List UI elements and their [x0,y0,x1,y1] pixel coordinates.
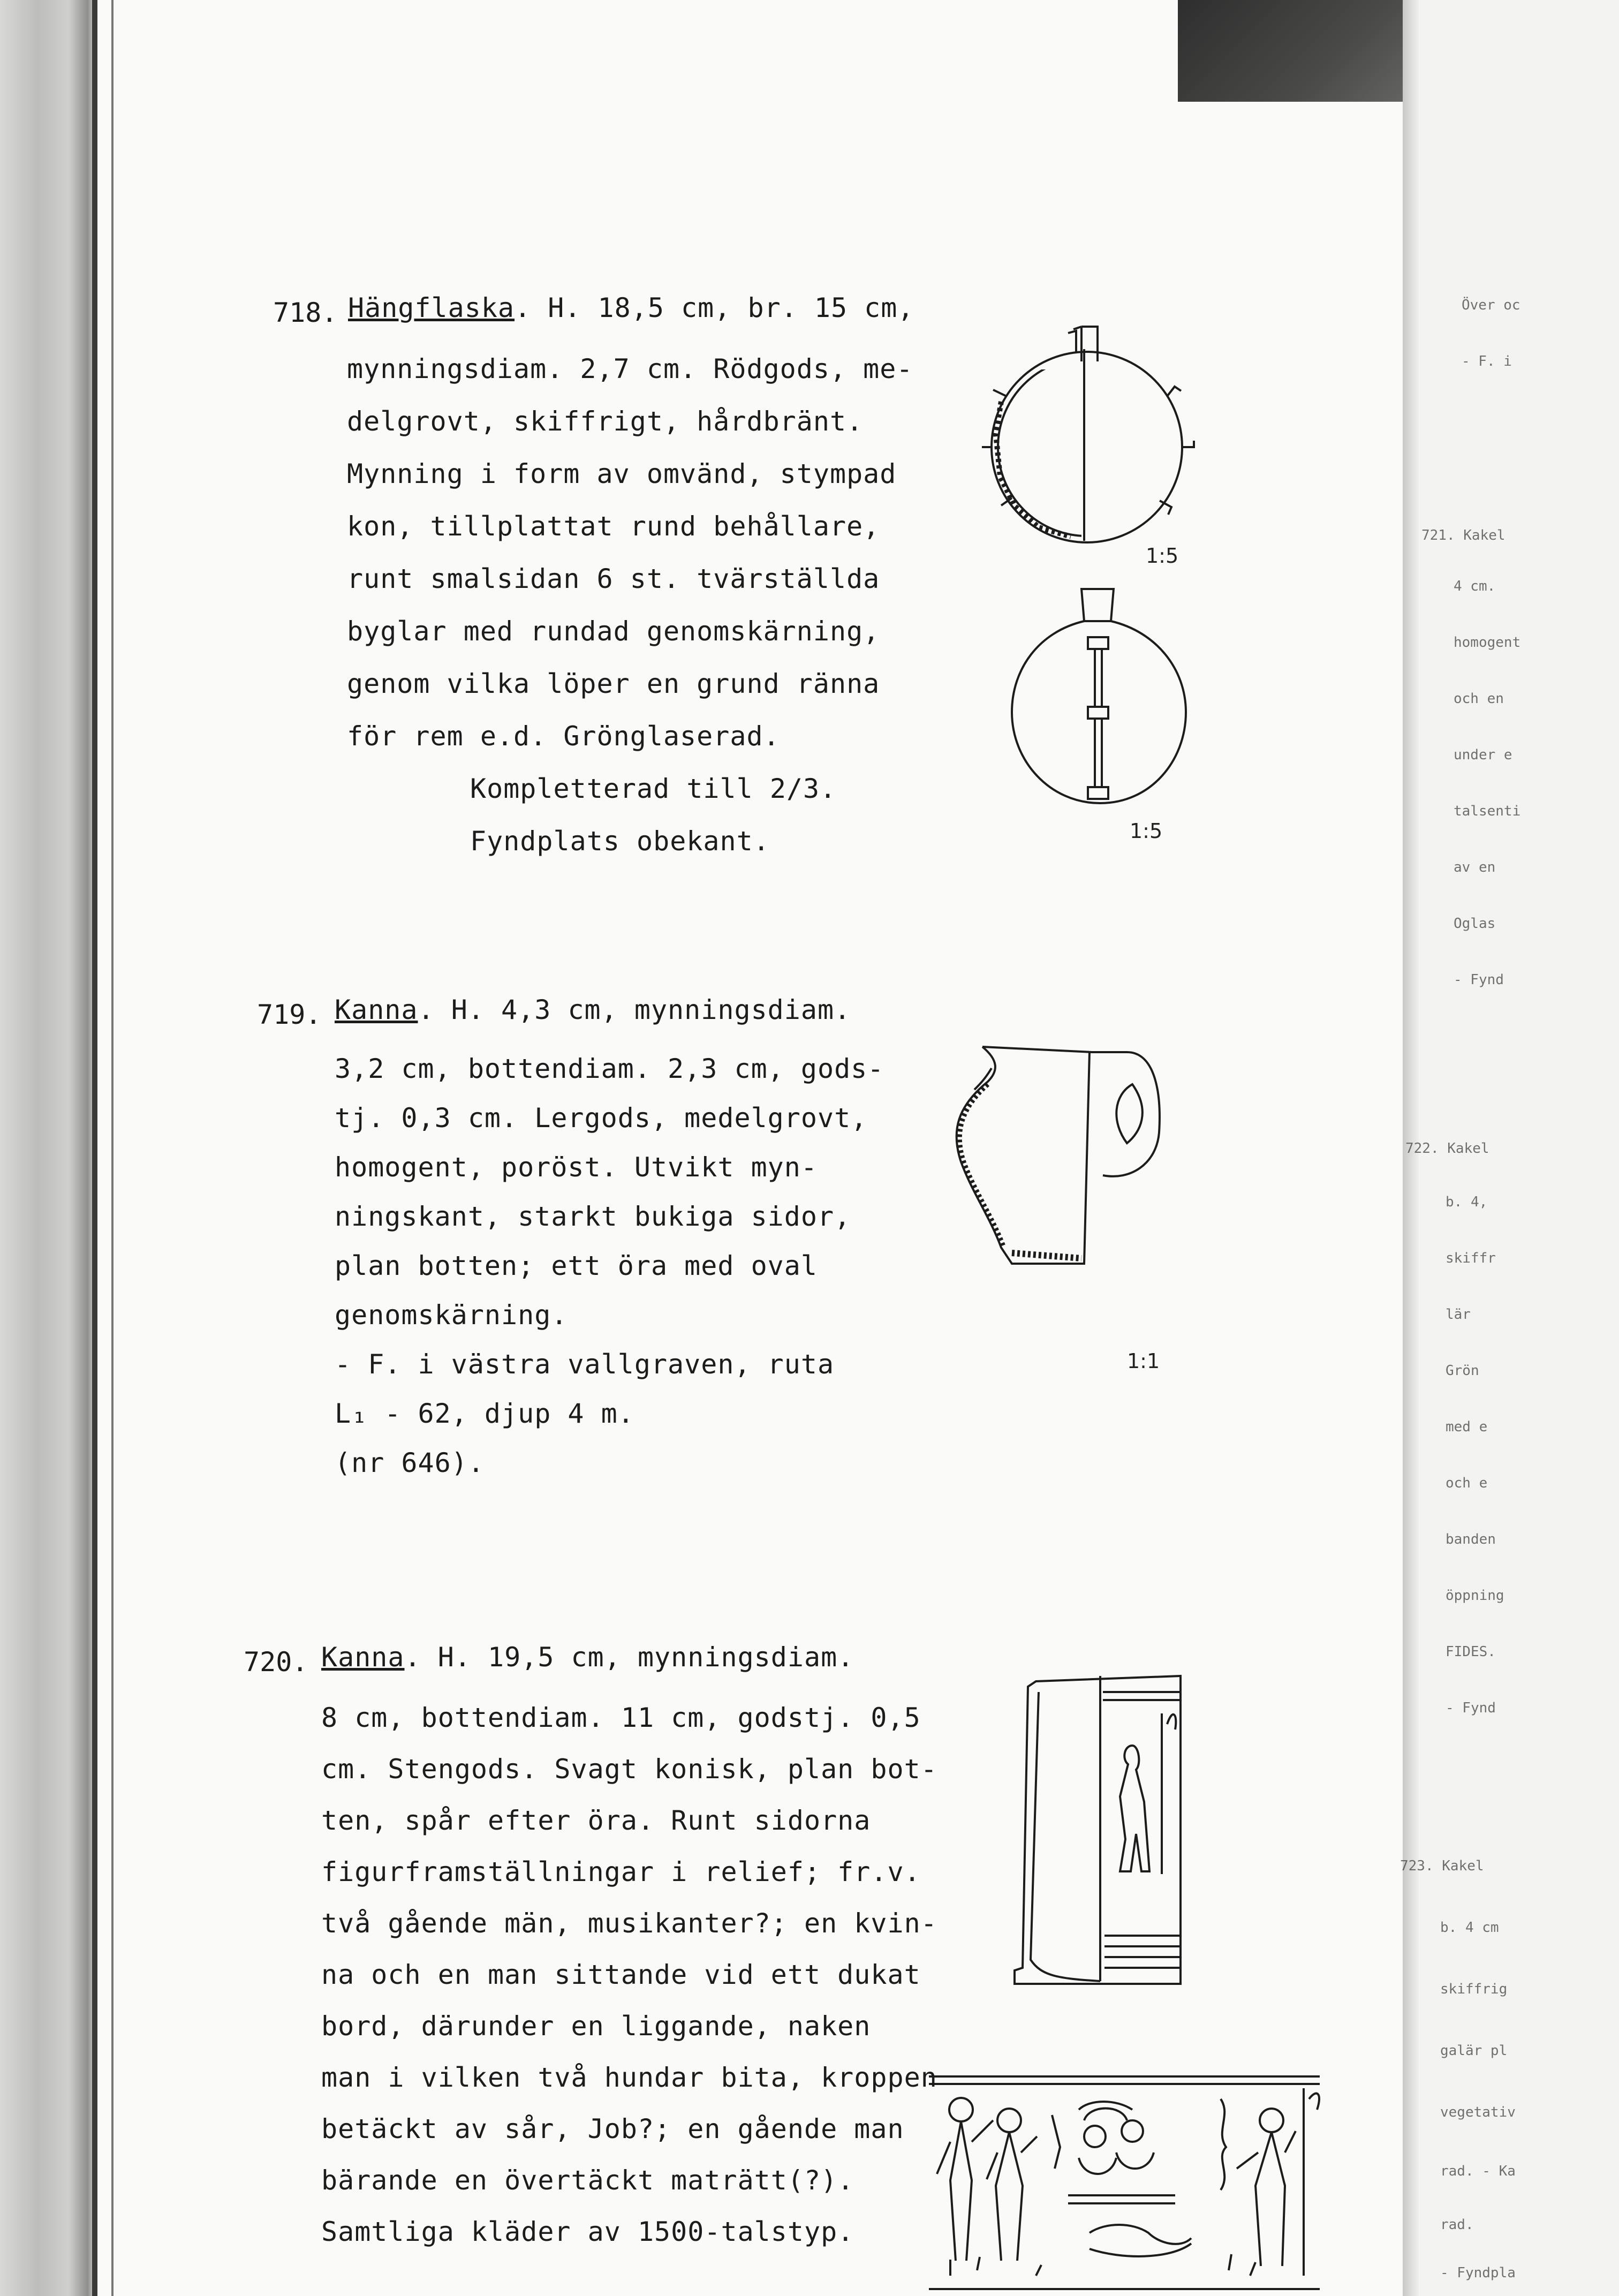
entry-720-line: betäckt av sår, Job?; en gående man [321,2113,904,2144]
relief-frieze-drawing [929,2072,1320,2296]
right-page-fragment: Grön [1446,1363,1479,1379]
entry-718-title: Hängflaska [348,292,515,323]
entry-719-body [335,1044,884,1487]
right-page-fragment: och en [1454,691,1504,707]
entry-718-line: Mynning i form av omvänd, stympad [347,458,897,489]
entry-719-line: - F. i västra vallgraven, ruta [335,1349,835,1380]
entry-720-line: bärande en övertäckt maträtt(?). [321,2165,854,2196]
right-page-fragment: skiffr [1446,1250,1496,1266]
right-page-fragment: b. 4 cm [1440,1920,1499,1936]
entry-718-number: 718. [273,297,338,328]
entry-718-line: Kompletterad till 2/3. [470,773,837,804]
right-page-fragment: 4 cm. [1454,578,1496,594]
entry-718-line: för rem e.d. Grönglaserad. [347,721,780,752]
entry-720-line: bord, därunder en liggande, naken [321,2011,871,2042]
right-page-fragment: av en [1454,859,1496,875]
binding-shadow [0,0,95,2296]
entry-718-line: byglar med rundad genomskärning, [347,616,880,647]
entry-719-line: (nr 646). [335,1447,485,1478]
entry-718-line: runt smalsidan 6 st. tvärställda [347,563,880,594]
entry-720-line: Samtliga kläder av 1500-talstyp. [321,2216,854,2247]
right-page-fragment: 721. Kakel [1421,527,1505,543]
entry-718-line: delgrovt, skiffrigt, hårdbränt. [347,406,864,437]
right-page-fragment: galär pl [1440,2043,1508,2059]
entry-720-line: cm. Stengods. Svagt konisk, plan bot- [321,1754,937,1785]
right-page-fragment: under e [1454,747,1512,763]
entry-719-line: ningskant, starkt bukiga sidor, [335,1201,851,1232]
entry-720-line: ten, spår efter öra. Runt sidorna [321,1805,871,1836]
entry-720-number: 720. [244,1647,308,1678]
entry-719-line: tj. 0,3 cm. Lergods, medelgrovt, [335,1102,868,1134]
right-page-fragment: - Fynd [1446,1700,1496,1716]
right-page-fragment: med e [1446,1419,1488,1435]
entry-718-line: kon, tillplattat rund behållare, [347,511,880,542]
jug-720-drawing [1009,1671,1191,1992]
entry-720-line: 8 cm, bottendiam. 11 cm, godstj. 0,5 [321,1702,921,1733]
entry-719-line: homogent, poröst. Utvikt myn- [335,1152,818,1183]
entry-718-first-line [348,292,914,324]
right-page-fragment: b. 4, [1446,1194,1488,1210]
entry-720-body [321,1692,937,2257]
right-page-fragment: - Fynd [1454,972,1504,988]
right-page-fragment: skiffrig [1440,1981,1508,1997]
flask-section-drawing [974,316,1210,552]
right-page-fragment: rad. [1440,2217,1474,2233]
flask-scale-1: 1:5 [1146,544,1179,568]
right-page-fragment: FIDES. [1446,1644,1496,1660]
page-edge-line [92,0,97,2296]
entry-718-body [347,343,913,867]
entry-718-line: mynningsdiam. 2,7 cm. Rödgods, me- [347,353,913,384]
right-page-fragment: - Fyndpla [1440,2265,1516,2281]
scan-corner-shadow [1178,0,1435,102]
entry-718-line: Fyndplats obekant. [470,826,770,857]
entry-719-line: L₁ - 62, djup 4 m. [335,1398,634,1429]
entry-720-line: man i vilken två hundar bita, kroppen [321,2062,937,2093]
entry-718-first-rest: . H. 18,5 cm, br. 15 cm, [515,292,914,323]
entry-720-line: na och en man sittande vid ett dukat [321,1959,921,1990]
entry-719-title: Kanna [335,994,418,1025]
jug-719-scale: 1:1 [1127,1349,1160,1373]
entry-720-line: två gående män, musikanter?; en kvin- [321,1908,937,1939]
flask-scale-2: 1:5 [1130,819,1163,843]
entry-720-title: Kanna [321,1642,405,1673]
jug-719-drawing [948,1041,1247,1331]
right-page-fragment: vegetativ [1440,2104,1516,2120]
entry-718-line: genom vilka löper en grund ränna [347,668,880,699]
entry-720-line: figurframställningar i relief; fr.v. [321,1856,921,1887]
right-page-fragment: Oglas [1454,916,1496,932]
right-page-fragment: rad. - Ka [1440,2163,1516,2179]
entry-719-first-line [335,994,851,1026]
entry-719-first-rest: . H. 4,3 cm, mynningsdiam. [418,994,851,1025]
entry-719-number: 719. [257,999,322,1030]
entry-719-line: genomskärning. [335,1300,568,1331]
entry-719-line: 3,2 cm, bottendiam. 2,3 cm, gods- [335,1053,884,1084]
entry-720-first-line [321,1641,854,1673]
flask-front-drawing [1007,584,1199,814]
right-page-fragment: talsenti [1454,803,1521,819]
entry-719-line: plan botten; ett öra med oval [335,1250,818,1281]
right-page-fragment: homogent [1454,635,1521,651]
right-page-fragment: öppning [1446,1588,1504,1604]
right-page-fragment: och e [1446,1475,1488,1491]
right-page-fragment: 722. Kakel [1405,1141,1489,1157]
right-page-fragment: lär [1446,1306,1471,1323]
entry-720-first-rest: . H. 19,5 cm, mynningsdiam. [404,1642,854,1673]
right-page-fragment: - F. i [1462,353,1512,369]
right-page-fragment: 723. Kakel [1400,1858,1484,1874]
right-page-fragment: Över oc [1462,297,1520,313]
page-edge-line-inner [111,0,114,2296]
right-page-fragment: banden [1446,1531,1496,1547]
